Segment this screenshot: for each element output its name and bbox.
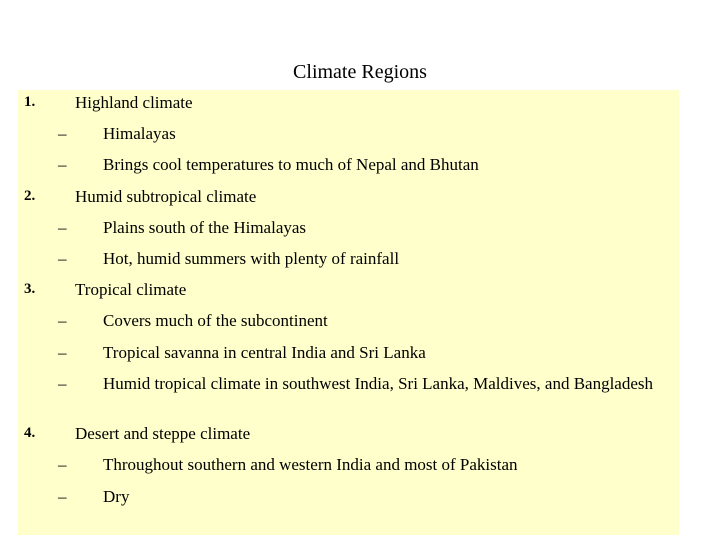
region-point-text: Tropical savanna in central India and Sri Lanka bbox=[103, 343, 426, 362]
dash-bullet: – bbox=[58, 155, 67, 174]
region-point-text: Humid tropical climate in southwest India, Sri Lanka, Maldives, and Bangladesh bbox=[103, 374, 654, 393]
region-number: 2. bbox=[24, 188, 36, 204]
region-name: Highland climate bbox=[75, 93, 193, 112]
slide-title bbox=[0, 58, 720, 86]
region-point-text: Plains south of the Himalayas bbox=[103, 218, 307, 237]
region-number: 4. bbox=[24, 425, 36, 441]
region-name: Tropical climate bbox=[75, 280, 187, 299]
region-name: Humid subtropical climate bbox=[75, 187, 257, 206]
slide-title-text: Climate Regions bbox=[293, 61, 427, 83]
dash-bullet: – bbox=[58, 343, 67, 362]
region-point-text: Throughout southern and western India and most of Pakistan bbox=[103, 455, 518, 474]
dash-bullet: – bbox=[58, 124, 67, 143]
region-number: 1. bbox=[24, 94, 36, 110]
region-point-text: Brings cool temperatures to much of Nepal and Bhutan bbox=[103, 155, 479, 174]
region-point-text: Himalayas bbox=[103, 124, 176, 143]
region-name: Desert and steppe climate bbox=[75, 424, 251, 443]
dash-bullet: – bbox=[58, 374, 67, 393]
dash-bullet: – bbox=[58, 218, 67, 237]
region-point-text: Covers much of the subcontinent bbox=[103, 311, 328, 330]
content-box bbox=[18, 90, 679, 535]
region-point-text: Hot, humid summers with plenty of rainfall bbox=[103, 249, 400, 268]
dash-bullet: – bbox=[58, 311, 67, 330]
dash-bullet: – bbox=[58, 455, 67, 474]
dash-bullet: – bbox=[58, 487, 67, 506]
region-number: 3. bbox=[24, 281, 36, 297]
dash-bullet: – bbox=[58, 249, 67, 268]
region-point-text: Dry bbox=[103, 487, 130, 506]
